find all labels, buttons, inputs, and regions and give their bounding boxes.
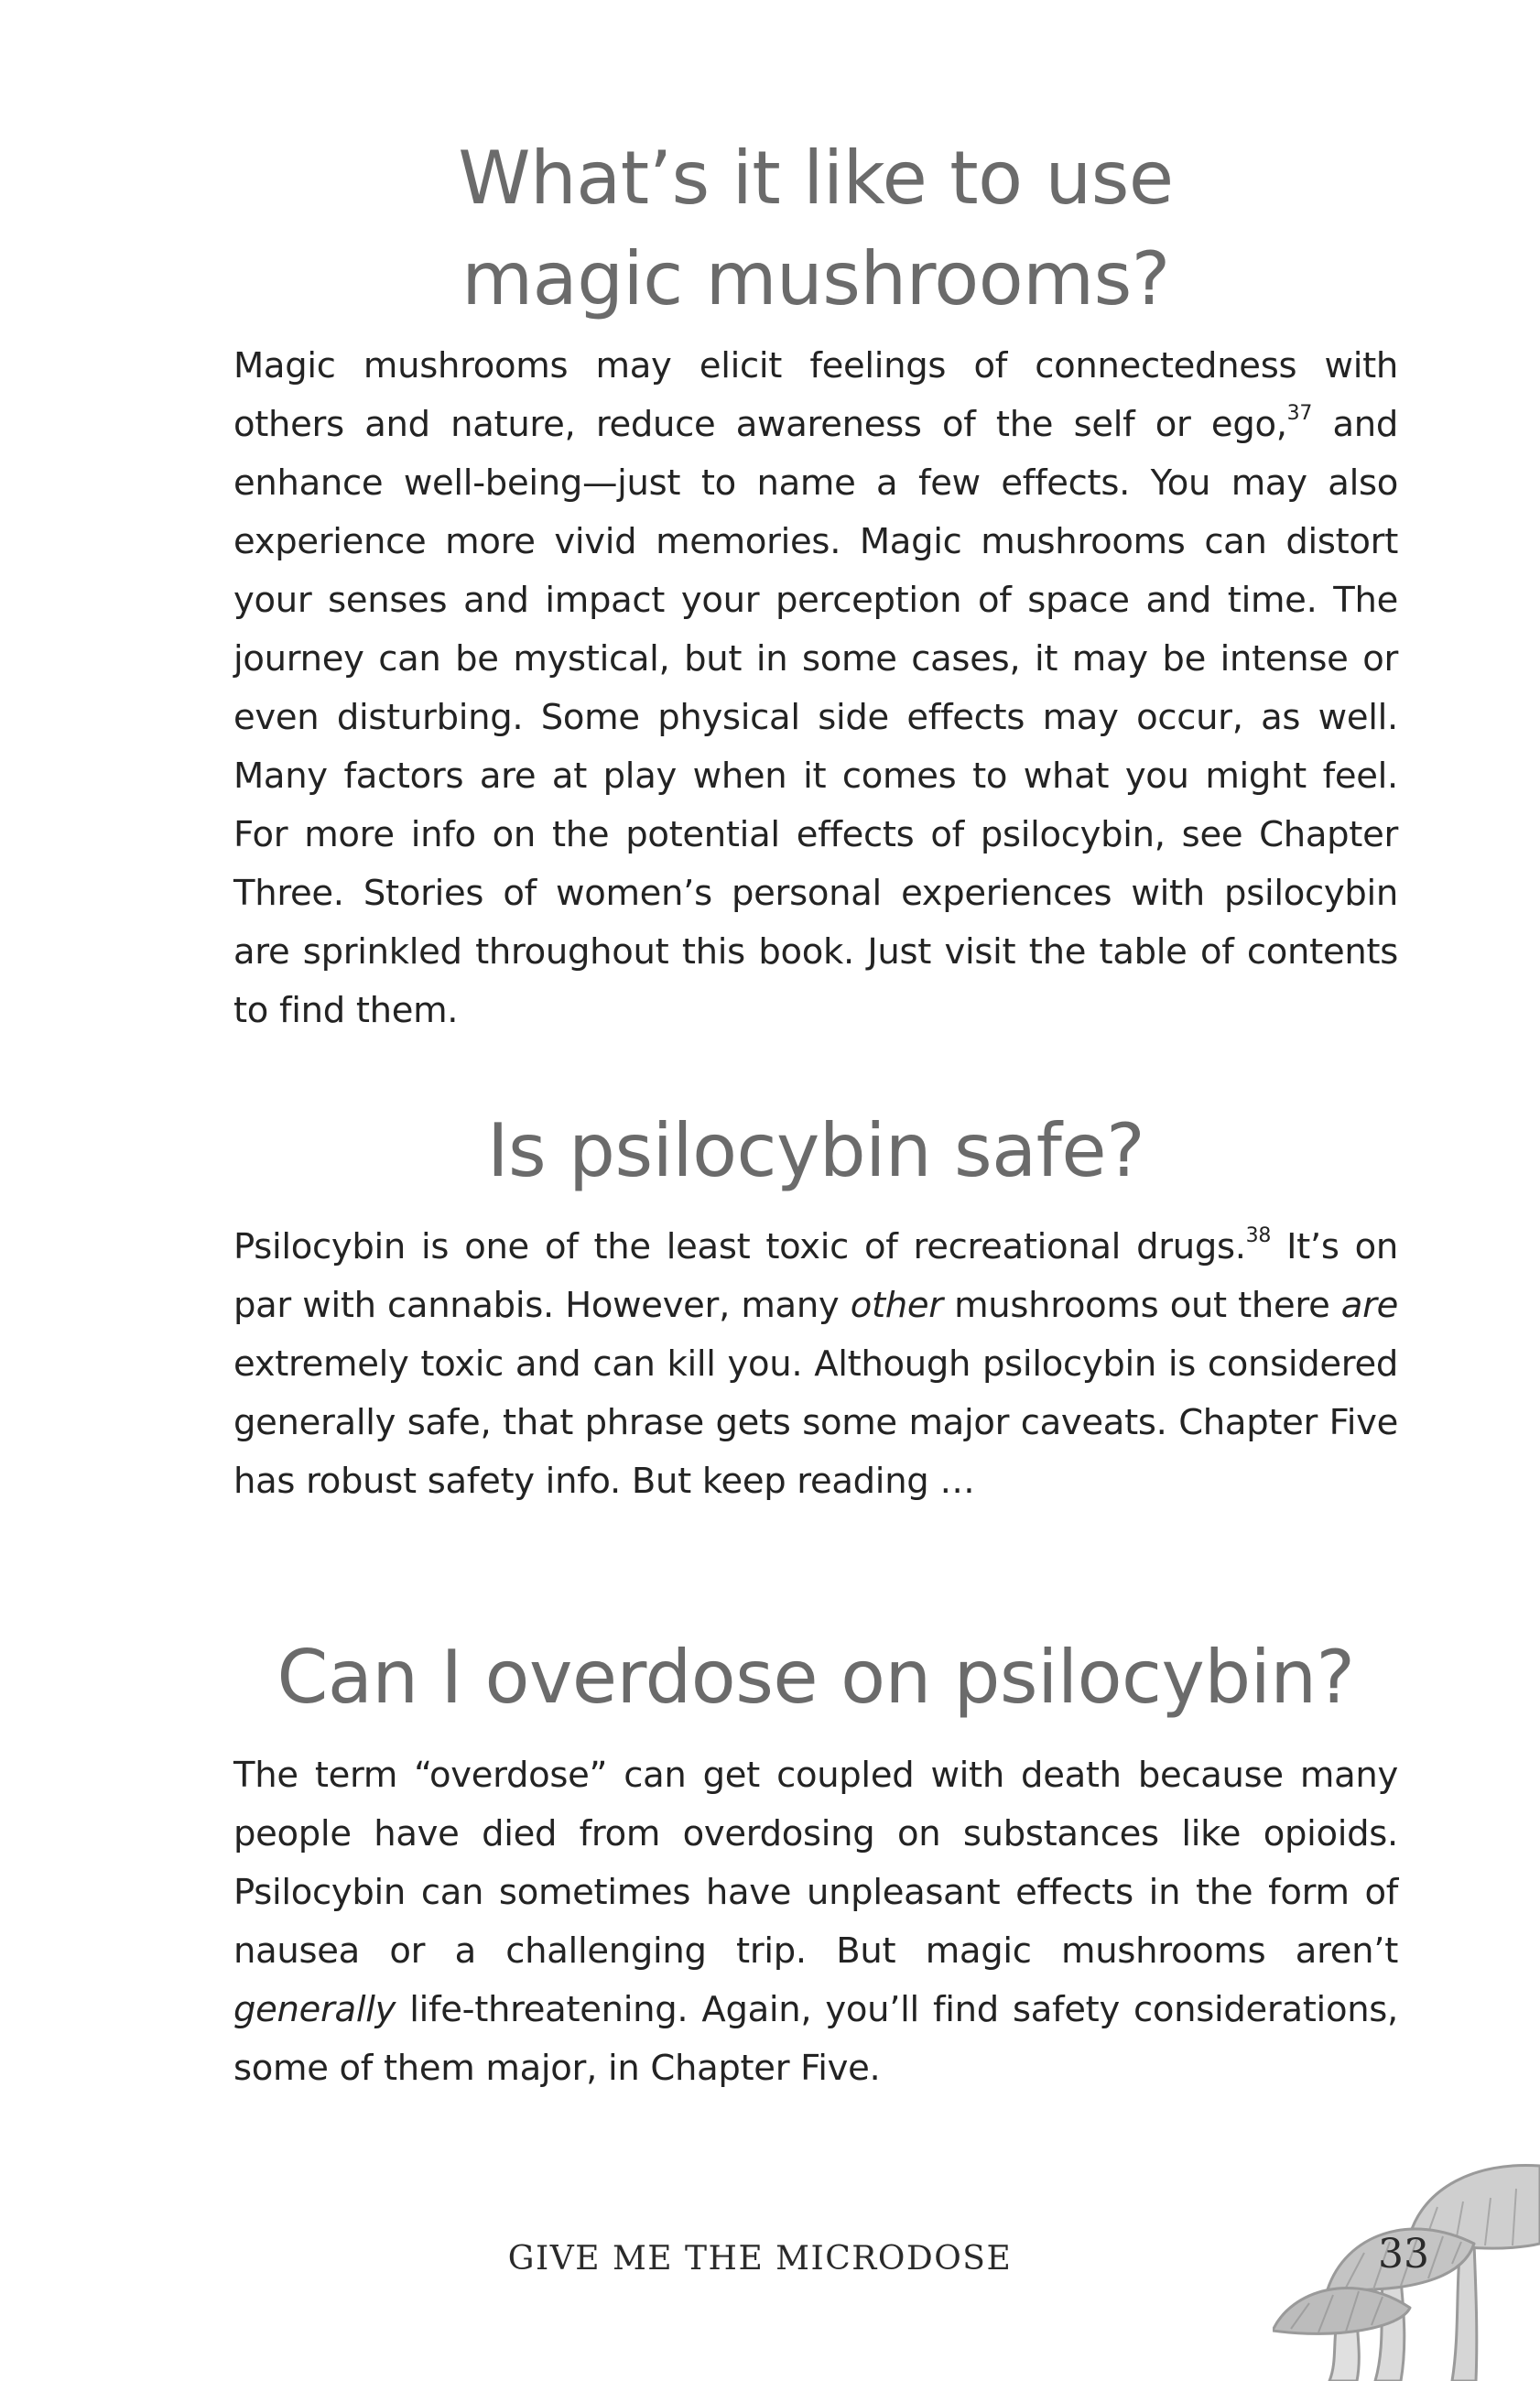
footnote-ref: 37: [1286, 402, 1313, 425]
section-body-is-psilocybin-safe: [233, 1218, 1398, 1511]
heading-line: magic mushrooms?: [461, 236, 1170, 321]
heading-line: What’s it like to use: [458, 136, 1174, 221]
emphasis-text: are: [1340, 1285, 1398, 1326]
emphasis-text: generally: [233, 1989, 396, 2030]
heading-line: Can I overdose on psilocybin?: [277, 1635, 1355, 1720]
section-heading-is-psilocybin-safe: [233, 1101, 1398, 1201]
section-body-can-i-overdose: [233, 1746, 1398, 2098]
body-text: The term “overdose” can get coupled with death because many people have died from overdosing on substances like opioids. Psilocybin can sometimes have unpleasant effects in the form of nausea or a challenging trip. But magic mushrooms aren’t: [233, 1755, 1398, 1972]
heading-line: Is psilocybin safe?: [486, 1108, 1145, 1193]
footnote-ref: 38: [1245, 1224, 1272, 1247]
body-text: Psilocybin is one of the least toxic of recreational drugs.: [233, 1226, 1246, 1267]
section-heading-what-is-it-like: [233, 128, 1398, 330]
body-text: Magic mushrooms may elicit feelings of connectedness with others and nature, reduce awareness of the self or ego,: [233, 345, 1398, 445]
body-text: life-threatening. Again, you’ll find safety considerations, some of them major, in Chapter Five.: [233, 1989, 1398, 2089]
section-heading-can-i-overdose: [233, 1627, 1398, 1728]
body-text: extremely toxic and can kill you. Although psilocybin is considered generally safe, that phrase gets some major caveats. Chapter Five has robust safety info. But keep reading …: [233, 1343, 1398, 1502]
body-text: and enhance well-being—just to name a few effects. You may also experience more vivid memories. Magic mushrooms can distort your senses and impact your perception of space and time. The journey can be mystical, but in some cases, it may be intense or even disturbing. Some physical side effects may occur, as well. Many factors are at play when it comes to what you might feel. For more info on the potential effects of psilocybin, see Chapter Three. Stories of women’s personal experiences with psilocybin are sprinkled throughout this book. Just visit the table of contents to find them.: [233, 404, 1398, 1031]
body-text: It’s on par with cannabis. However, many: [233, 1226, 1398, 1326]
emphasis-text: other: [850, 1285, 943, 1326]
running-footer-book-title: GIVE ME THE MICRODOSE: [507, 2240, 1013, 2278]
section-body-what-is-it-like: [233, 337, 1398, 1040]
page-number: 33: [1378, 2231, 1429, 2278]
body-text: mushrooms out there: [942, 1285, 1341, 1326]
